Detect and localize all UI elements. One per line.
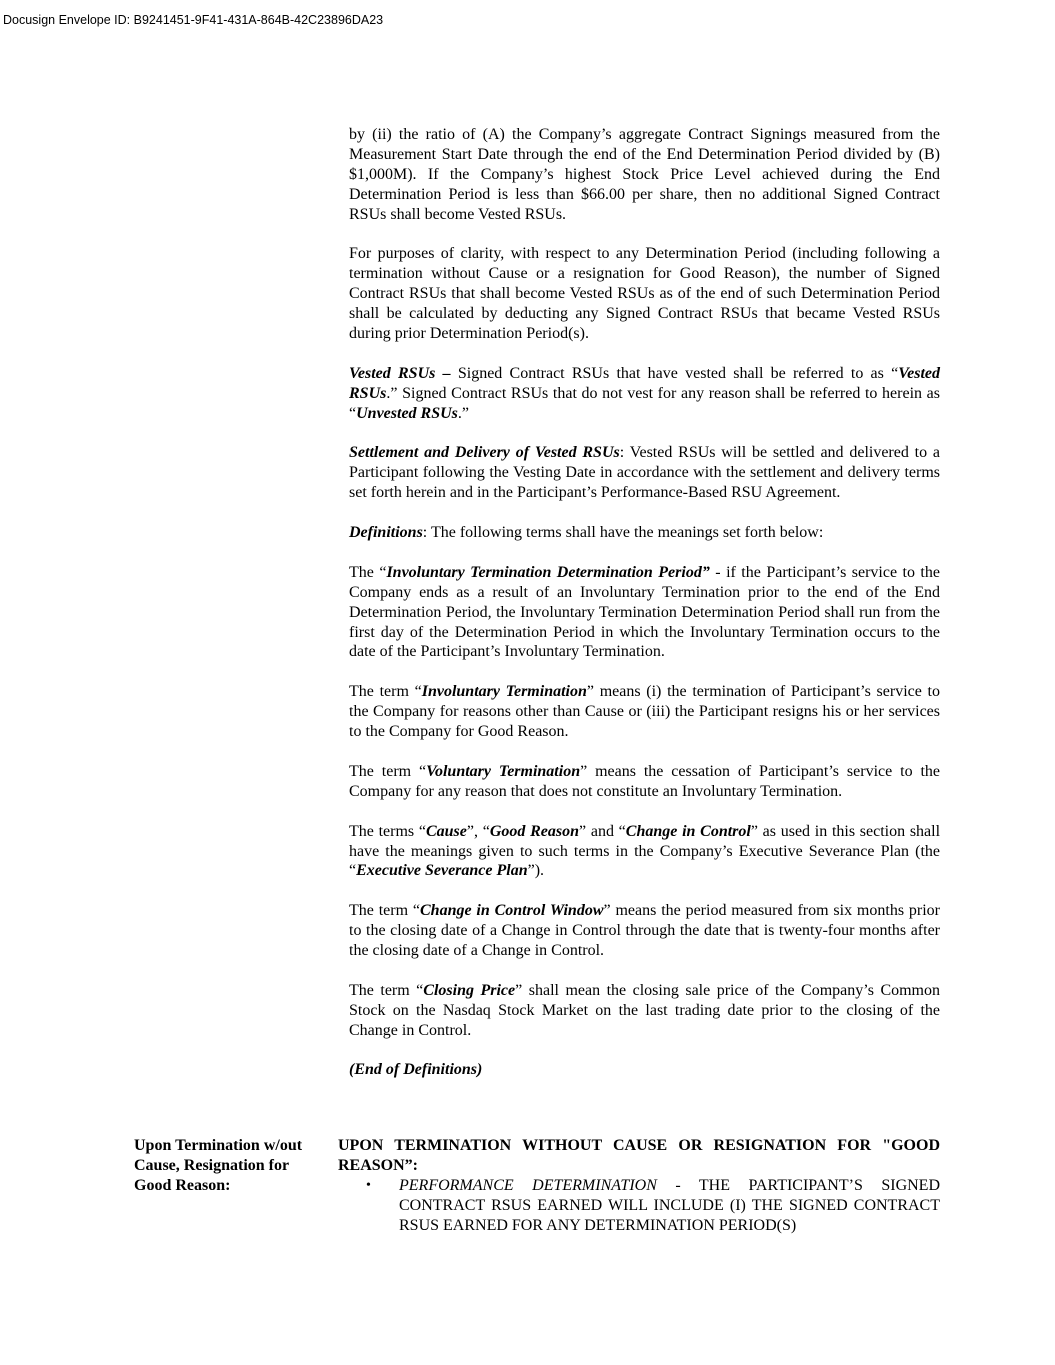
- text-span: ” shall mean the closing sale price of the Company’s Common Stock on the Nasdaq Stock Market on the last trading date prior to the closing of the Change in Control.: [349, 981, 941, 1039]
- termination-heading: UPON TERMINATION WITHOUT CAUSE OR RESIGNATION FOR "GOOD REASON”:: [338, 1137, 940, 1174]
- term-vested-rsus: Vested RSUs –: [349, 364, 451, 382]
- paragraph-cause-good-reason: [349, 822, 940, 882]
- text-span: Signed Contract RSUs that have vested shall be referred to as “: [450, 364, 899, 382]
- term-change-in-control: Change in Control: [625, 822, 751, 840]
- paragraph-clarity: For purposes of clarity, with respect to any Determination Period (including following a termination without Cause or a resignation for Good Reason), the number of Signed Contract RSUs that shall become Vested RSUs as of the end of such Determination Period shall be calculated by deducting any Signed Contract RSUs that became Vested RSUs during prior Determination Period(s).: [349, 245, 940, 343]
- text-span: - THE PARTICIPANT’S SIGNED CONTRACT RSUS EARNED WILL INCLUDE (I) THE SIGNED CONTRACT RSUS EARNED FOR ANY DETERMINATION PERIOD(S): [399, 1176, 941, 1234]
- text-span: - if the Participant’s service to the Company ends as a result of an Involuntary Termination prior to the end of the End Determination Period, the Involuntary Termination Determination Period shall run from the first day of the Determination Period in which the Involuntary Termination occurs to the date of the Participant’s Involuntary Termination.: [349, 563, 940, 661]
- paragraph-cic-window: [349, 901, 940, 961]
- paragraph-definitions: [349, 523, 940, 543]
- paragraph-vested-rsus: [349, 364, 940, 424]
- paragraph-itdp: [349, 563, 940, 663]
- text-span: ”).: [527, 862, 545, 880]
- termination-label: Upon Termination w/out Cause, Resignation for Good Reason:: [134, 1137, 303, 1194]
- text-span: The “: [349, 563, 387, 581]
- term-involuntary-termination: Involuntary Termination: [421, 683, 587, 701]
- text-span: .”: [457, 404, 469, 422]
- term-definitions: Definitions: [349, 524, 423, 542]
- document-body: [349, 125, 940, 1080]
- term-vested-rsus-quoted: Vested RSUs: [349, 364, 941, 402]
- text-span: The term “: [349, 762, 427, 780]
- list-item: [338, 1176, 940, 1236]
- text-span: ” means the cessation of Participant’s service to the Company for any reason that does not constitute an Involuntary Termination.: [349, 762, 940, 800]
- bullet-text: [399, 1176, 940, 1236]
- paragraph-settlement: [349, 443, 940, 503]
- paragraph-closing-price: [349, 981, 940, 1041]
- term-performance-determination: PERFORMANCE DETERMINATION: [399, 1176, 657, 1194]
- term-cause: Cause: [425, 822, 467, 840]
- text-span: ” means the period measured from six months prior to the closing date of a Change in Control through the date that is twenty-four months after the closing date of a Change in Control.: [349, 902, 940, 960]
- bullet-icon: •: [366, 1177, 371, 1193]
- term-cic-window: Change in Control Window: [420, 902, 604, 920]
- text-span: ” means (i) the termination of Participant’s service to the Company for reasons other than Cause or (iii) the Participant resigns his or her services to the Company for Good Reason.: [349, 683, 941, 741]
- text-span: The terms “: [349, 822, 426, 840]
- text-span: ” as used in this section shall have the meanings given to such terms in the Company’s Executive Severance Plan (the “: [349, 822, 941, 880]
- text-span: : Vested RSUs will be settled and delivered to a Participant following the Vesting Date in accordance with the settlement and delivery terms set forth herein and in the Participant’s Performance-Based RSU Agreement.: [349, 444, 941, 502]
- text-span: ” and “: [579, 822, 626, 840]
- end-of-definitions: (End of Definitions): [349, 1061, 483, 1079]
- term-executive-severance-plan: Executive Severance Plan: [356, 862, 528, 880]
- paragraph-ratio: by (ii) the ratio of (A) the Company’s aggregate Contract Signings measured from the Measurement Start Date through the end of the End Determination Period divided by (B) $1,000M). If the Company’s highest Stock Price Level achieved during the End Determination Period is less than $66.00 per share, then no additional Signed Contract RSUs shall become Vested RSUs.: [349, 126, 940, 223]
- termination-content: [338, 1136, 940, 1236]
- term-settlement: Settlement and Delivery of Vested RSUs: [349, 444, 620, 462]
- text-span: ”, “: [466, 822, 490, 840]
- text-span: The term “: [349, 981, 424, 999]
- text-span: The term “: [349, 902, 420, 920]
- term-unvested-rsus: Unvested RSUs: [356, 404, 458, 422]
- term-voluntary-termination: Voluntary Termination: [426, 762, 581, 780]
- term-closing-price: Closing Price: [423, 981, 516, 999]
- term-itdp: Involuntary Termination Determination Period”: [386, 563, 710, 581]
- term-good-reason: Good Reason: [489, 822, 580, 840]
- text-span: : The following terms shall have the meanings set forth below:: [422, 524, 824, 542]
- text-span: .” Signed Contract RSUs that do not vest for any reason shall be referred to herein as “: [349, 384, 940, 422]
- envelope-id: Docusign Envelope ID: B9241451-9F41-431A-864B-42C23896DA23: [3, 13, 384, 27]
- paragraph-voluntary-termination: [349, 762, 940, 802]
- paragraph-involuntary-termination: [349, 682, 940, 742]
- text-span: The term “: [349, 683, 422, 701]
